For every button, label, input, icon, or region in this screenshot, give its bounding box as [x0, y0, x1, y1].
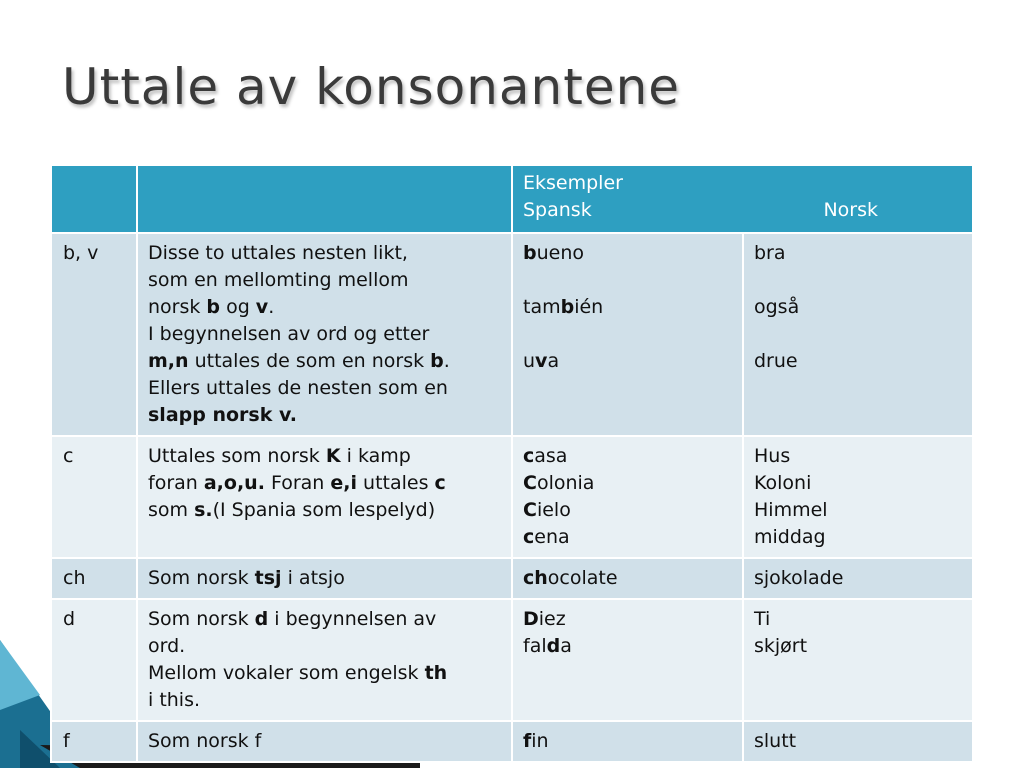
spanish-examples-cell: [512, 436, 743, 558]
norwegian-examples-cell: [743, 233, 973, 436]
text-line: m,n uttales de som en norsk b.: [148, 350, 450, 372]
example-word: Colonia: [523, 472, 595, 494]
text-line: Som norsk d i begynnelsen av: [148, 608, 437, 630]
letter-cell: c: [51, 436, 137, 558]
text-line: slapp norsk v.: [148, 404, 298, 426]
spanish-examples-cell: [512, 599, 743, 721]
text-line: som s.(I Spania som lespelyd): [148, 499, 436, 521]
text-line: som en mellomting mellom: [148, 269, 409, 291]
letter-cell: ch: [51, 558, 137, 599]
example-word: también: [523, 296, 604, 318]
example-word: uva: [523, 350, 560, 372]
text-line: Mellom vokaler som engelsk th: [148, 662, 448, 684]
table-header-row: [51, 165, 973, 233]
text-line: Som norsk tsj i atsjo: [148, 567, 345, 589]
text-line: I begynnelsen av ord og etter: [148, 323, 430, 345]
spanish-examples-cell: [512, 233, 743, 436]
description-cell: [137, 558, 512, 599]
table-row: [51, 558, 973, 599]
example-word: middag: [754, 526, 826, 548]
table-row: [51, 599, 973, 721]
text-line: ord.: [148, 635, 186, 657]
norwegian-examples-cell: [743, 558, 973, 599]
description-cell: [137, 436, 512, 558]
example-word: Himmel: [754, 499, 828, 521]
spanish-examples-cell: [512, 558, 743, 599]
example-word: bra: [754, 242, 786, 264]
norwegian-examples-cell: slutt: [743, 721, 973, 762]
example-word: falda: [523, 635, 572, 657]
header-cell-empty: [51, 165, 137, 233]
text-line: norsk b og v.: [148, 296, 275, 318]
example-word: drue: [754, 350, 798, 372]
header-examples-cell: [512, 165, 973, 233]
spanish-examples-cell: [512, 721, 743, 762]
text-line: Ellers uttales de nesten som en: [148, 377, 448, 399]
header-cell-empty: [137, 165, 512, 233]
header-spanish-label: Spansk: [523, 199, 592, 221]
text-line: foran a,o,u. Foran e,i uttales c: [148, 472, 446, 494]
description-cell: [137, 233, 512, 436]
norwegian-examples-cell: [743, 599, 973, 721]
example-word: bueno: [523, 242, 585, 264]
example-word: chocolate: [523, 567, 618, 589]
table-row: [51, 233, 973, 436]
example-word: Ti: [754, 608, 771, 630]
example-word: Koloni: [754, 472, 812, 494]
example-word: også: [754, 296, 800, 318]
description-cell: [137, 599, 512, 721]
letter-cell: b, v: [51, 233, 137, 436]
header-norwegian-label: Norsk: [823, 199, 878, 221]
text-line: Disse to uttales nesten likt,: [148, 242, 408, 264]
norwegian-examples-cell: [743, 436, 973, 558]
letter-cell: d: [51, 599, 137, 721]
table-row: [51, 436, 973, 558]
example-word: fin: [523, 730, 549, 752]
letter-cell: f: [51, 721, 137, 762]
text-line: i this.: [148, 689, 201, 711]
header-examples-label: Eksempler: [523, 172, 623, 194]
example-word: cena: [523, 526, 570, 548]
slide-title: Uttale av konsonantene: [62, 58, 681, 116]
description-cell: Som norsk f: [137, 721, 512, 762]
example-word: sjokolade: [754, 567, 844, 589]
consonant-table: [50, 164, 974, 763]
example-word: skjørt: [754, 635, 808, 657]
example-word: Hus: [754, 445, 791, 467]
example-word: Diez: [523, 608, 566, 630]
table-row: [51, 721, 973, 762]
text-line: Uttales som norsk K i kamp: [148, 445, 411, 467]
example-word: casa: [523, 445, 568, 467]
example-word: Cielo: [523, 499, 571, 521]
